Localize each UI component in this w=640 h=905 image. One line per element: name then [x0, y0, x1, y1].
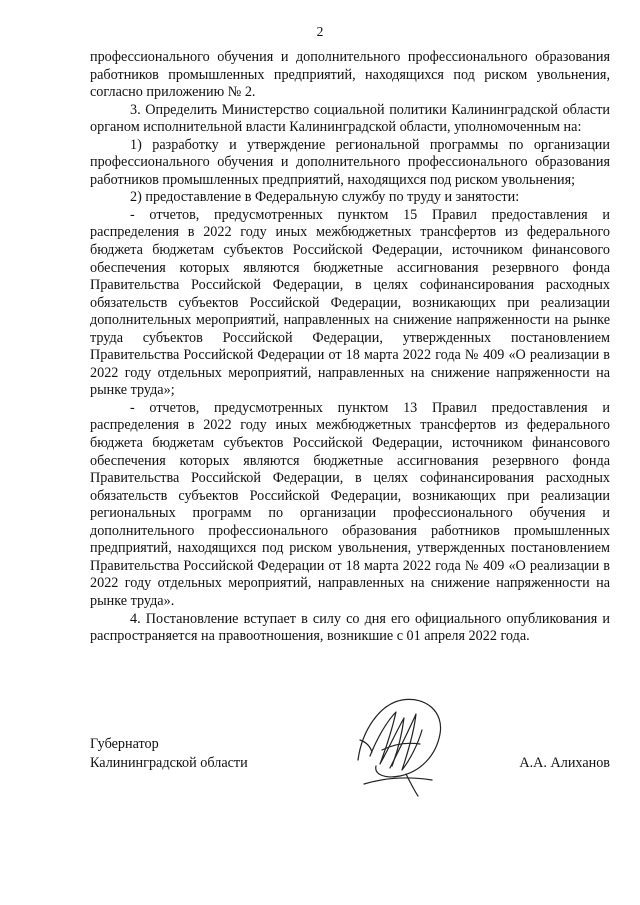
paragraph-subitem-2: 2) предоставление в Федеральную службу по труду и занятости:: [130, 189, 520, 206]
paragraph-subitem-1: 1) разработку и утверждение региональной программы по организации профессионального обучения и дополнительного профессионального образования работников промышленных предприятий, находящихся под риском увольнения;: [90, 136, 610, 188]
paragraph-continuation: профессионального обучения и дополнительного профессионального образования работников промышленных предприятий, находящихся под риском увольнения, согласно приложению № 2.: [90, 49, 610, 101]
page-number: 2: [316, 24, 324, 39]
signer-name: А.А. Алиханов: [519, 755, 610, 771]
paragraph-reports-item-15: - отчетов, предусмотренных пунктом 15 Правил предоставления и распределения в 2022 году иных межбюджетных трансфертов из федерального бюджета бюджетам субъектов Российской Федерации, источником финансового обеспечения которых являются бюджетные ассигнования резервного фонда Правительства Российской Федерации, в целях софинансирования расходных обязательств субъектов Российской Федерации, возникающих при реализации дополнительных мероприятий, направленных на снижение напряженности на рынке труда субъектов Российской Федерации, утвержденных постановлением Правительства Российской Федерации от 18 марта 2022 года № 409 «О реализации в 2022 году отдельных мероприятий, направленных на снижение напряженности на рынке труда»;: [90, 206, 610, 399]
signer-position-line1: Губернатор: [90, 736, 159, 752]
signer-position-line2: Калининградской области: [90, 755, 248, 771]
paragraph-item-3: 3. Определить Министерство социальной политики Калининградской области органом исполнительной власти Калининградской области, уполномоченным на:: [90, 101, 610, 136]
paragraph-item-4: 4. Постановление вступает в силу со дня его официального опубликования и распространяется на правоотношения, возникшие с 01 апреля 2022 года.: [90, 610, 610, 645]
paragraph-reports-item-13: - отчетов, предусмотренных пунктом 13 Правил предоставления и распределения в 2022 году иных межбюджетных трансфертов из федерального бюджета бюджетам субъектов Российской Федерации, источником финансового обеспечения которых являются бюджетные ассигнования резервного фонда Правительства Российской Федерации, в целях софинансирования расходных обязательств субъектов Российской Федерации, возникающих при реализации региональных программ по организации профессионального обучения и дополнительного профессионального образования работников промышленных предприятий, находящихся под риском увольнения, утвержденных постановлением Правительства Российской Федерации от 18 марта 2022 года № 409 «О реализации в 2022 году отдельных мероприятий, направленных на снижение напряженности на рынке труда».: [90, 399, 610, 609]
signature-block: [90, 735, 610, 795]
document-body: [90, 49, 610, 646]
